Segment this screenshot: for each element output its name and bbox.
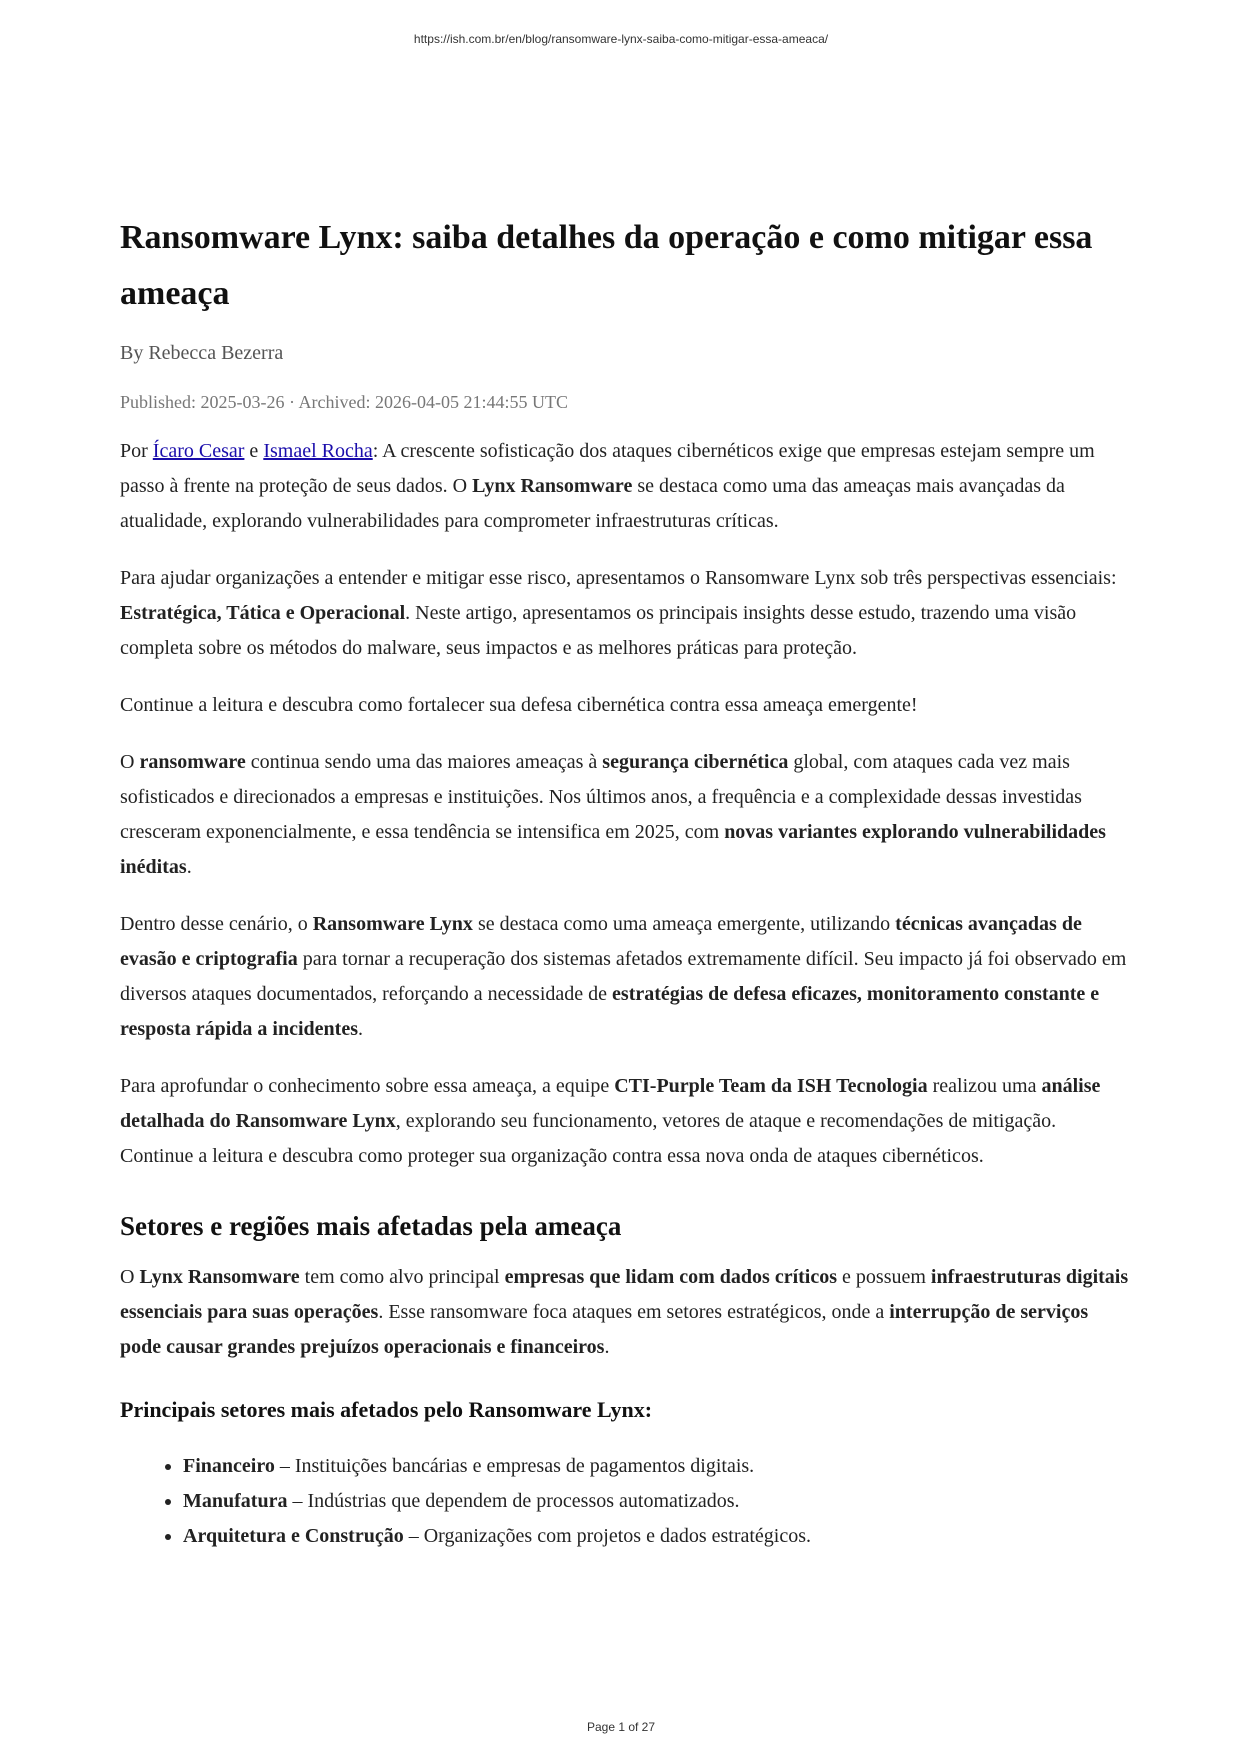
- paragraph-perspectives: Para ajudar organizações a entender e mitigar esse risco, apresentamos o Ransomware Lynx sob três perspectivas essenciais: Estratégica, Tática e Operacional. Neste artigo, apresentamos os principais insights desse estudo, trazendo uma visão completa sobre os métodos do malware, seus impactos e as melhores práticas para proteção.: [120, 567, 1117, 659]
- article-title: Ransomware Lynx: saiba detalhes da operação e como mitigar essa ameaça: [120, 219, 1093, 312]
- page-url-header: https://ish.com.br/en/blog/ransomware-lynx-saiba-como-mitigar-essa-ameaca/: [413, 32, 829, 46]
- published-date: Published: 2025-03-26 · Archived: 2026-04-05 21:44:55 UTC: [120, 392, 568, 412]
- article: [120, 210, 1130, 1554]
- author-link-icaro-cesar[interactable]: Ícaro Cesar: [152, 440, 245, 462]
- section-heading-sectors: Setores e regiões mais afetadas pela ameaça: [120, 1211, 622, 1241]
- paragraph-targets: O Lynx Ransomware tem como alvo principal empresas que lidam com dados críticos e possuem infraestruturas digitais essenciais para suas operações. Esse ransomware foca ataques em setores estratégicos, onde a interrupção de serviços pode causar grandes prejuízos operacionais e financeiros.: [120, 1266, 1129, 1358]
- page-number: Page 1 of 27: [586, 1720, 656, 1734]
- subheading-main-sectors: Principais setores mais afetados pelo Ransomware Lynx:: [120, 1397, 653, 1422]
- list-item: • Arquitetura e Construção – Organizações com projetos e dados estratégicos.: [183, 1519, 1130, 1554]
- sectors-list: [120, 1449, 1130, 1554]
- paragraph-cti-analysis: Para aprofundar o conhecimento sobre essa ameaça, a equipe CTI-Purple Team da ISH Tecnologia realizou uma análise detalhada do Ransomware Lynx, explorando seu funcionamento, vetores de ataque e recomendações de mitigação. Continue a leitura e descubra como proteger sua organização contra essa nova onda de ataques cibernéticos.: [120, 1075, 1101, 1167]
- paragraph-ransomware-threat: O ransomware continua sendo uma das maiores ameaças à segurança cibernética global, com ataques cada vez mais sofisticados e direcionados a empresas e instituições. Nos últimos anos, a frequência e a complexidade dessas investidas cresceram exponencialmente, e essa tendência se intensifica em 2025, com novas variantes explorando vulnerabilidades inéditas.: [120, 751, 1106, 878]
- list-item: • Financeiro – Instituições bancárias e empresas de pagamentos digitais.: [183, 1449, 1130, 1484]
- paragraph-lynx-scenario: Dentro desse cenário, o Ransomware Lynx se destaca como uma ameaça emergente, utilizando técnicas avançadas de evasão e criptografia para tornar a recuperação dos sistemas afetados extremamente difícil. Seu impacto já foi observado em diversos ataques documentados, reforçando a necessidade de estratégias de defesa eficazes, monitoramento constante e resposta rápida a incidentes.: [120, 913, 1127, 1040]
- byline: By Rebecca Bezerra: [120, 342, 284, 364]
- paragraph-continue: Continue a leitura e descubra como fortalecer sua defesa cibernética contra essa ameaça emergente!: [120, 694, 918, 716]
- list-item: • Manufatura – Indústrias que dependem de processos automatizados.: [183, 1484, 1130, 1519]
- author-link-ismael-rocha[interactable]: Ismael Rocha: [263, 440, 373, 462]
- paragraph-intro: Por Ícaro Cesar e Ismael Rocha: A crescente sofisticação dos ataques cibernéticos exige que empresas estejam sempre um passo à frente na proteção de seus dados. O Lynx Ransomware se destaca como uma das ameaças mais avançadas da atualidade, explorando vulnerabilidades para comprometer infraestruturas críticas.: [120, 440, 1095, 532]
